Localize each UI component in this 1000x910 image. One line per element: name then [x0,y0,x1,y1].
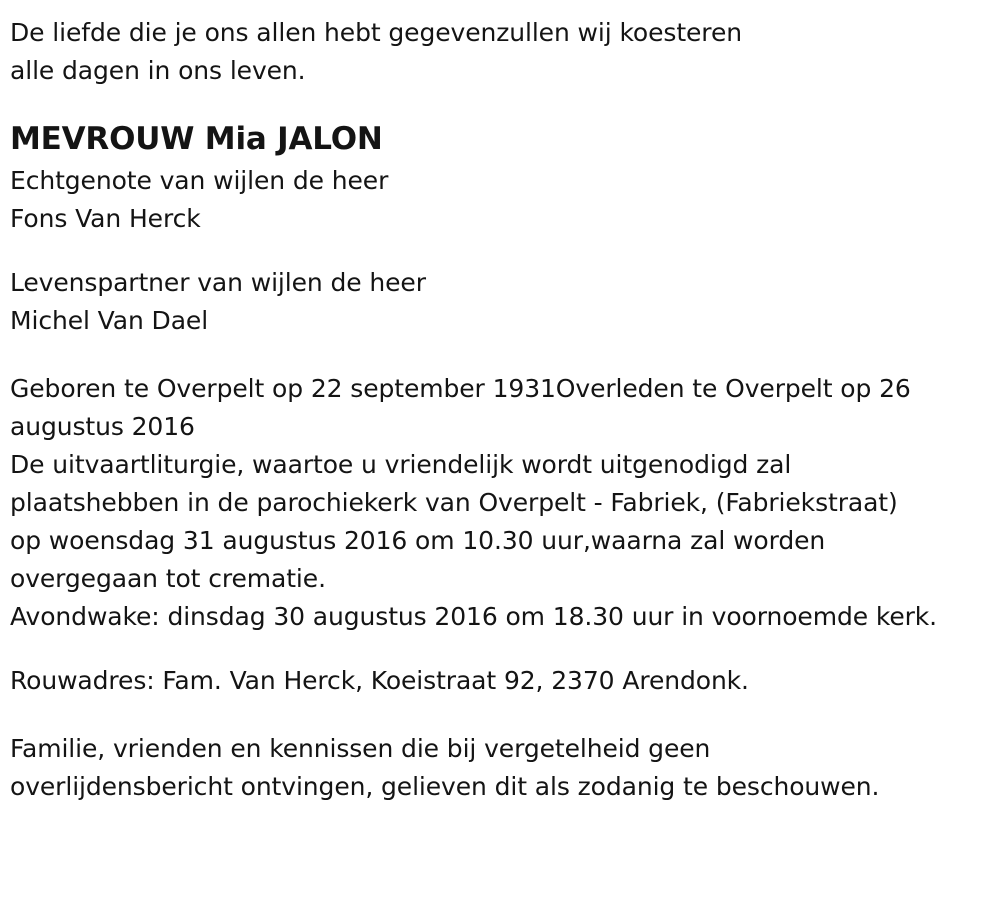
spacer-after-address [10,700,990,730]
details-line-6: overgegaan tot crematie. [10,564,326,593]
partner-line-1: Levenspartner van wijlen de heer [10,268,426,297]
spacer-after-spouse [10,238,990,264]
mourning-address: Rouwadres: Fam. Van Herck, Koeistraat 92, 2370 Arendonk. [10,666,749,695]
spacer-after-quote [10,90,990,116]
closing-line-1: Familie, vrienden en kennissen die bij vergetelheid geen [10,734,711,763]
details-line-7: Avondwake: dinsdag 30 augustus 2016 om 18.30 uur in voornoemde kerk. [10,602,938,631]
deceased-name: MEVROUW Mia JALON [10,121,383,157]
spacer-after-partner [10,340,990,370]
spouse-line-2: Fons Van Herck [10,204,201,233]
details-block [10,370,990,636]
quote-line-1: De liefde die je ons allen hebt gegevenzullen wij koesteren [10,18,742,47]
details-line-2: augustus 2016 [10,412,195,441]
spouse-line-1: Echtgenote van wijlen de heer [10,166,389,195]
closing-block [10,730,990,806]
partner-line-2: Michel Van Dael [10,306,209,335]
quote-block [10,14,990,90]
details-line-1: Geboren te Overpelt op 22 september 1931Overleden te Overpelt op 26 [10,374,911,403]
quote-line-2: alle dagen in ons leven. [10,56,306,85]
partner-block [10,264,990,340]
closing-line-2: overlijdensbericht ontvingen, gelieven dit als zodanig te beschouwen. [10,772,880,801]
details-line-5: op woensdag 31 augustus 2016 om 10.30 uur,waarna zal worden [10,526,826,555]
spacer-after-details [10,636,990,662]
spouse-block [10,162,990,238]
details-line-4: plaatshebben in de parochiekerk van Overpelt - Fabriek, (Fabriekstraat) [10,488,898,517]
details-line-3: De uitvaartliturgie, waartoe u vriendelijk wordt uitgenodigd zal [10,450,792,479]
